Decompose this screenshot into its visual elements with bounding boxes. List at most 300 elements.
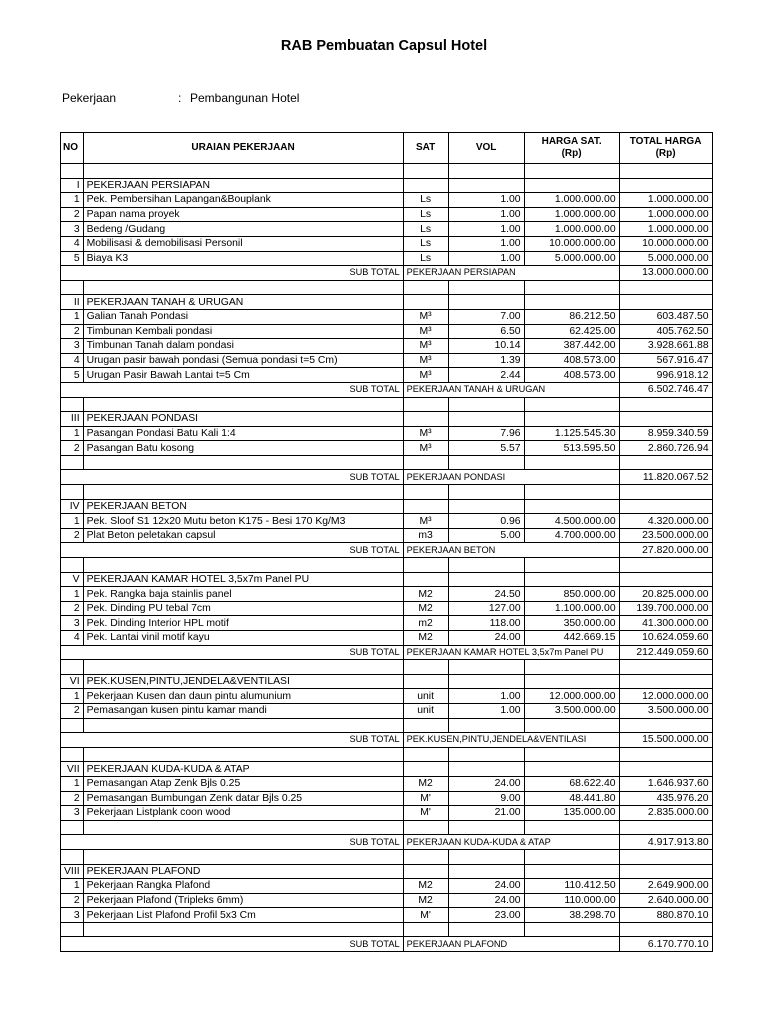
- empty-cell: [448, 485, 524, 500]
- header-uraian: URAIAN PEKERJAAN: [83, 133, 403, 164]
- empty-cell: [448, 164, 524, 179]
- section-title: PEKERJAAN TANAH & URUGAN: [83, 295, 403, 310]
- item-unit-price: 62.425.00: [524, 324, 619, 339]
- empty-cell: [619, 660, 712, 675]
- empty-cell: [61, 485, 84, 500]
- item-number: 1: [61, 309, 84, 324]
- empty-cell: [83, 820, 403, 835]
- table-row: [61, 616, 713, 631]
- item-volume: 118.00: [448, 616, 524, 631]
- empty-cell: [403, 397, 448, 412]
- subtotal-label: SUB TOTAL: [61, 266, 404, 281]
- header-harga: HARGA SAT. (Rp): [524, 133, 619, 164]
- item-total: 12.000.000.00: [619, 689, 712, 704]
- empty-cell: [61, 455, 84, 470]
- item-number: 3: [61, 806, 84, 821]
- item-volume: 1.00: [448, 222, 524, 237]
- item-unit: M': [403, 791, 448, 806]
- empty-cell: [83, 455, 403, 470]
- empty-cell: [524, 849, 619, 864]
- item-number: 1: [61, 879, 84, 894]
- table-row: [61, 368, 713, 383]
- item-volume: 127.00: [448, 601, 524, 616]
- item-unit-price: 350.000.00: [524, 616, 619, 631]
- table-row: [61, 893, 713, 908]
- item-total: 1.000.000.00: [619, 207, 712, 222]
- empty-cell: [448, 922, 524, 937]
- item-total: 603.487.50: [619, 309, 712, 324]
- item-unit: M³: [403, 309, 448, 324]
- table-row: [61, 236, 713, 251]
- empty-cell: [448, 455, 524, 470]
- subtotal-value: 27.820.000.00: [619, 543, 712, 558]
- subtotal-row: [61, 937, 713, 952]
- empty-cell: [61, 397, 84, 412]
- item-unit-price: 1.100.000.00: [524, 601, 619, 616]
- item-number: 5: [61, 368, 84, 383]
- item-description: Pek. Dinding PU tebal 7cm: [83, 601, 403, 616]
- item-number: 2: [61, 791, 84, 806]
- section-header-row: [61, 295, 713, 310]
- item-unit-price: 4.700.000.00: [524, 528, 619, 543]
- item-unit: m2: [403, 616, 448, 631]
- empty-cell: [619, 397, 712, 412]
- section-title: PEKERJAAN PONDASI: [83, 412, 403, 427]
- empty-cell: [83, 164, 403, 179]
- item-unit-price: 86.212.50: [524, 309, 619, 324]
- section-title: PEKERJAAN PERSIAPAN: [83, 178, 403, 193]
- item-unit-price: 408.573.00: [524, 353, 619, 368]
- table-row: [61, 193, 713, 208]
- table-row: [61, 426, 713, 441]
- item-unit-price: 1.125.545.30: [524, 426, 619, 441]
- item-unit: M2: [403, 631, 448, 646]
- section-title: PEK.KUSEN,PINTU,JENDELA&VENTILASI: [83, 674, 403, 689]
- table-row: [61, 207, 713, 222]
- spacer-row: [61, 397, 713, 412]
- empty-cell: [403, 412, 448, 427]
- section-title: PEKERJAAN KUDA-KUDA & ATAP: [83, 762, 403, 777]
- empty-cell: [83, 397, 403, 412]
- empty-cell: [403, 164, 448, 179]
- empty-cell: [61, 849, 84, 864]
- item-unit: M³: [403, 514, 448, 529]
- item-unit-price: 5.000.000.00: [524, 251, 619, 266]
- item-description: Pekerjaan Listplank coon wood: [83, 806, 403, 821]
- item-total: 1.000.000.00: [619, 193, 712, 208]
- empty-cell: [524, 485, 619, 500]
- item-number: 3: [61, 908, 84, 923]
- item-unit-price: 110.000.00: [524, 893, 619, 908]
- empty-cell: [403, 674, 448, 689]
- item-total: 3.500.000.00: [619, 703, 712, 718]
- item-number: 1: [61, 776, 84, 791]
- empty-cell: [61, 747, 84, 762]
- subtotal-row: [61, 543, 713, 558]
- item-total: 5.000.000.00: [619, 251, 712, 266]
- subtotal-name: PEKERJAAN PONDASI: [403, 470, 619, 485]
- empty-cell: [448, 660, 524, 675]
- item-description: Pekerjaan Kusen dan daun pintu alumunium: [83, 689, 403, 704]
- rab-table: [60, 132, 713, 952]
- item-total: 20.825.000.00: [619, 587, 712, 602]
- subtotal-row: [61, 835, 713, 850]
- item-description: Plat Beton peletakan capsul: [83, 528, 403, 543]
- item-volume: 24.00: [448, 893, 524, 908]
- item-number: 4: [61, 236, 84, 251]
- table-row: [61, 631, 713, 646]
- item-volume: 1.00: [448, 251, 524, 266]
- section-number: V: [61, 572, 84, 587]
- subtotal-label: SUB TOTAL: [61, 645, 404, 660]
- subtotal-value: 11.820.067.52: [619, 470, 712, 485]
- item-unit: M2: [403, 587, 448, 602]
- empty-cell: [619, 485, 712, 500]
- empty-cell: [61, 922, 84, 937]
- empty-cell: [619, 572, 712, 587]
- item-total: 567.916.47: [619, 353, 712, 368]
- item-number: 5: [61, 251, 84, 266]
- empty-cell: [403, 572, 448, 587]
- item-total: 41.300.000.00: [619, 616, 712, 631]
- empty-cell: [61, 558, 84, 573]
- empty-cell: [448, 499, 524, 514]
- empty-cell: [619, 747, 712, 762]
- section-header-row: [61, 412, 713, 427]
- empty-cell: [83, 660, 403, 675]
- empty-cell: [619, 164, 712, 179]
- item-unit: M': [403, 806, 448, 821]
- item-volume: 24.00: [448, 631, 524, 646]
- section-number: VI: [61, 674, 84, 689]
- item-total: 2.860.726.94: [619, 441, 712, 456]
- empty-cell: [524, 499, 619, 514]
- empty-cell: [83, 280, 403, 295]
- empty-cell: [524, 558, 619, 573]
- empty-cell: [524, 718, 619, 733]
- empty-cell: [403, 820, 448, 835]
- empty-cell: [448, 674, 524, 689]
- item-volume: 24.50: [448, 587, 524, 602]
- empty-cell: [619, 455, 712, 470]
- item-number: 3: [61, 339, 84, 354]
- item-unit: M2: [403, 879, 448, 894]
- item-total: 2.640.000.00: [619, 893, 712, 908]
- empty-cell: [448, 718, 524, 733]
- empty-cell: [524, 412, 619, 427]
- item-volume: 1.00: [448, 236, 524, 251]
- item-number: 1: [61, 426, 84, 441]
- item-unit-price: 10.000.000.00: [524, 236, 619, 251]
- section-number: I: [61, 178, 84, 193]
- item-unit: M³: [403, 441, 448, 456]
- item-description: Pekerjaan Plafond (Tripleks 6mm): [83, 893, 403, 908]
- table-row: [61, 353, 713, 368]
- item-description: Pek. Dinding Interior HPL motif: [83, 616, 403, 631]
- item-unit: Ls: [403, 193, 448, 208]
- spacer-row: [61, 485, 713, 500]
- empty-cell: [61, 660, 84, 675]
- item-volume: 5.00: [448, 528, 524, 543]
- empty-cell: [619, 849, 712, 864]
- blank-row: [61, 820, 713, 835]
- item-description: Pekerjaan List Plafond Profil 5x3 Cm: [83, 908, 403, 923]
- item-unit-price: 48.441.80: [524, 791, 619, 806]
- empty-cell: [403, 864, 448, 879]
- empty-cell: [448, 849, 524, 864]
- empty-cell: [619, 674, 712, 689]
- table-row: [61, 689, 713, 704]
- item-volume: 1.00: [448, 207, 524, 222]
- empty-cell: [83, 718, 403, 733]
- section-number: VIII: [61, 864, 84, 879]
- section-number: III: [61, 412, 84, 427]
- item-unit-price: 513.595.50: [524, 441, 619, 456]
- item-unit-price: 1.000.000.00: [524, 222, 619, 237]
- section-header-row: [61, 762, 713, 777]
- item-unit: M': [403, 908, 448, 923]
- table-row: [61, 703, 713, 718]
- item-number: 3: [61, 616, 84, 631]
- item-unit: Ls: [403, 222, 448, 237]
- item-unit: M2: [403, 776, 448, 791]
- item-number: 2: [61, 893, 84, 908]
- table-row: [61, 309, 713, 324]
- item-volume: 1.00: [448, 703, 524, 718]
- empty-cell: [448, 412, 524, 427]
- empty-cell: [403, 455, 448, 470]
- empty-cell: [83, 922, 403, 937]
- item-unit-price: 1.000.000.00: [524, 207, 619, 222]
- empty-cell: [619, 558, 712, 573]
- item-unit-price: 12.000.000.00: [524, 689, 619, 704]
- header-row: [61, 133, 713, 164]
- header-vol: VOL: [448, 133, 524, 164]
- item-unit: M³: [403, 324, 448, 339]
- table-row: [61, 587, 713, 602]
- item-description: Urugan Pasir Bawah Lantai t=5 Cm: [83, 368, 403, 383]
- item-unit-price: 68.622.40: [524, 776, 619, 791]
- empty-cell: [619, 295, 712, 310]
- subtotal-value: 6.502.746.47: [619, 382, 712, 397]
- empty-cell: [619, 499, 712, 514]
- item-number: 1: [61, 514, 84, 529]
- item-unit: unit: [403, 689, 448, 704]
- subtotal-value: 15.500.000.00: [619, 733, 712, 748]
- empty-cell: [524, 762, 619, 777]
- item-unit-price: 3.500.000.00: [524, 703, 619, 718]
- item-number: 2: [61, 528, 84, 543]
- header-no: NO: [61, 133, 84, 164]
- item-unit-price: 4.500.000.00: [524, 514, 619, 529]
- empty-cell: [524, 455, 619, 470]
- item-total: 10.624.059.60: [619, 631, 712, 646]
- empty-cell: [524, 864, 619, 879]
- empty-cell: [619, 718, 712, 733]
- empty-cell: [524, 397, 619, 412]
- subtotal-name: PEKERJAAN KAMAR HOTEL 3,5x7m Panel PU: [403, 645, 619, 660]
- empty-cell: [403, 718, 448, 733]
- empty-cell: [403, 295, 448, 310]
- subtotal-label: SUB TOTAL: [61, 937, 404, 952]
- item-description: Pek. Sloof S1 12x20 Mutu beton K175 - Besi 170 Kg/M3: [83, 514, 403, 529]
- subtotal-row: [61, 382, 713, 397]
- empty-cell: [403, 280, 448, 295]
- item-description: Pemasangan kusen pintu kamar mandi: [83, 703, 403, 718]
- item-number: 2: [61, 703, 84, 718]
- table-row: [61, 251, 713, 266]
- empty-cell: [83, 747, 403, 762]
- table-row: [61, 514, 713, 529]
- table-row: [61, 528, 713, 543]
- section-title: PEKERJAAN PLAFOND: [83, 864, 403, 879]
- item-unit: M³: [403, 339, 448, 354]
- empty-cell: [403, 747, 448, 762]
- empty-cell: [619, 820, 712, 835]
- item-number: 4: [61, 353, 84, 368]
- item-unit: M2: [403, 893, 448, 908]
- item-total: 2.835.000.00: [619, 806, 712, 821]
- subtotal-value: 212.449.059.60: [619, 645, 712, 660]
- subtotal-label: SUB TOTAL: [61, 470, 404, 485]
- item-volume: 9.00: [448, 791, 524, 806]
- item-volume: 1.39: [448, 353, 524, 368]
- item-unit-price: 442.669.15: [524, 631, 619, 646]
- empty-cell: [524, 820, 619, 835]
- item-description: Pemasangan Atap Zenk Bjls 0.25: [83, 776, 403, 791]
- item-unit-price: 387.442.00: [524, 339, 619, 354]
- item-description: Pek. Rangka baja stainlis panel: [83, 587, 403, 602]
- empty-cell: [61, 820, 84, 835]
- item-description: Pekerjaan Rangka Plafond: [83, 879, 403, 894]
- item-unit-price: 1.000.000.00: [524, 193, 619, 208]
- empty-cell: [448, 280, 524, 295]
- subtotal-row: [61, 733, 713, 748]
- item-description: Pasangan Pondasi Batu Kali 1:4: [83, 426, 403, 441]
- empty-cell: [448, 762, 524, 777]
- empty-cell: [403, 178, 448, 193]
- empty-cell: [619, 280, 712, 295]
- empty-cell: [619, 178, 712, 193]
- empty-cell: [61, 280, 84, 295]
- item-unit-price: 135.000.00: [524, 806, 619, 821]
- empty-cell: [448, 747, 524, 762]
- item-number: 2: [61, 207, 84, 222]
- table-row: [61, 441, 713, 456]
- document-title: RAB Pembuatan Capsul Hotel: [280, 38, 488, 54]
- item-volume: 21.00: [448, 806, 524, 821]
- item-description: Papan nama proyek: [83, 207, 403, 222]
- subtotal-label: SUB TOTAL: [61, 733, 404, 748]
- item-volume: 23.00: [448, 908, 524, 923]
- item-number: 3: [61, 222, 84, 237]
- empty-cell: [403, 558, 448, 573]
- subtotal-row: [61, 645, 713, 660]
- item-unit: Ls: [403, 236, 448, 251]
- empty-cell: [448, 864, 524, 879]
- empty-cell: [619, 922, 712, 937]
- subtotal-name: PEKERJAAN KUDA-KUDA & ATAP: [403, 835, 619, 850]
- item-volume: 1.00: [448, 193, 524, 208]
- item-description: Biaya K3: [83, 251, 403, 266]
- blank-row: [61, 922, 713, 937]
- empty-cell: [403, 485, 448, 500]
- empty-cell: [448, 572, 524, 587]
- item-total: 8.959.340.59: [619, 426, 712, 441]
- header-sat: SAT: [403, 133, 448, 164]
- spacer-row: [61, 280, 713, 295]
- section-title: PEKERJAAN BETON: [83, 499, 403, 514]
- empty-cell: [83, 485, 403, 500]
- item-volume: 7.96: [448, 426, 524, 441]
- item-volume: 5.57: [448, 441, 524, 456]
- subtotal-label: SUB TOTAL: [61, 835, 404, 850]
- item-number: 2: [61, 324, 84, 339]
- item-unit-price: 850.000.00: [524, 587, 619, 602]
- section-number: VII: [61, 762, 84, 777]
- item-total: 435.976.20: [619, 791, 712, 806]
- item-description: Pemasangan Bumbungan Zenk datar Bjls 0.25: [83, 791, 403, 806]
- item-number: 2: [61, 441, 84, 456]
- empty-cell: [448, 558, 524, 573]
- item-unit: Ls: [403, 251, 448, 266]
- item-volume: 10.14: [448, 339, 524, 354]
- item-total: 405.762.50: [619, 324, 712, 339]
- empty-cell: [619, 762, 712, 777]
- empty-cell: [448, 397, 524, 412]
- item-unit: M³: [403, 353, 448, 368]
- empty-cell: [524, 660, 619, 675]
- empty-cell: [524, 747, 619, 762]
- empty-cell: [524, 178, 619, 193]
- item-unit: unit: [403, 703, 448, 718]
- subtotal-value: 13.000.000.00: [619, 266, 712, 281]
- item-total: 23.500.000.00: [619, 528, 712, 543]
- item-total: 880.870.10: [619, 908, 712, 923]
- item-total: 4.320.000.00: [619, 514, 712, 529]
- item-total: 139.700.000.00: [619, 601, 712, 616]
- item-number: 1: [61, 587, 84, 602]
- subtotal-row: [61, 266, 713, 281]
- empty-cell: [524, 164, 619, 179]
- pekerjaan-colon: :: [178, 91, 182, 105]
- empty-cell: [448, 178, 524, 193]
- empty-cell: [83, 849, 403, 864]
- item-total: 2.649.900.00: [619, 879, 712, 894]
- item-unit: M³: [403, 368, 448, 383]
- item-unit: M2: [403, 601, 448, 616]
- empty-cell: [619, 412, 712, 427]
- empty-cell: [524, 922, 619, 937]
- item-unit-price: 110.412.50: [524, 879, 619, 894]
- item-description: Pek. Lantai vinil motif kayu: [83, 631, 403, 646]
- table-row: [61, 806, 713, 821]
- item-description: Pek. Pembersihan Lapangan&Bouplank: [83, 193, 403, 208]
- item-volume: 0.96: [448, 514, 524, 529]
- item-volume: 1.00: [448, 689, 524, 704]
- item-description: Pasangan Batu kosong: [83, 441, 403, 456]
- item-number: 1: [61, 193, 84, 208]
- table-row: [61, 879, 713, 894]
- item-number: 4: [61, 631, 84, 646]
- item-unit: Ls: [403, 207, 448, 222]
- empty-cell: [61, 164, 84, 179]
- empty-cell: [524, 674, 619, 689]
- table-row: [61, 339, 713, 354]
- empty-cell: [448, 295, 524, 310]
- item-unit-price: 38.298.70: [524, 908, 619, 923]
- item-volume: 24.00: [448, 879, 524, 894]
